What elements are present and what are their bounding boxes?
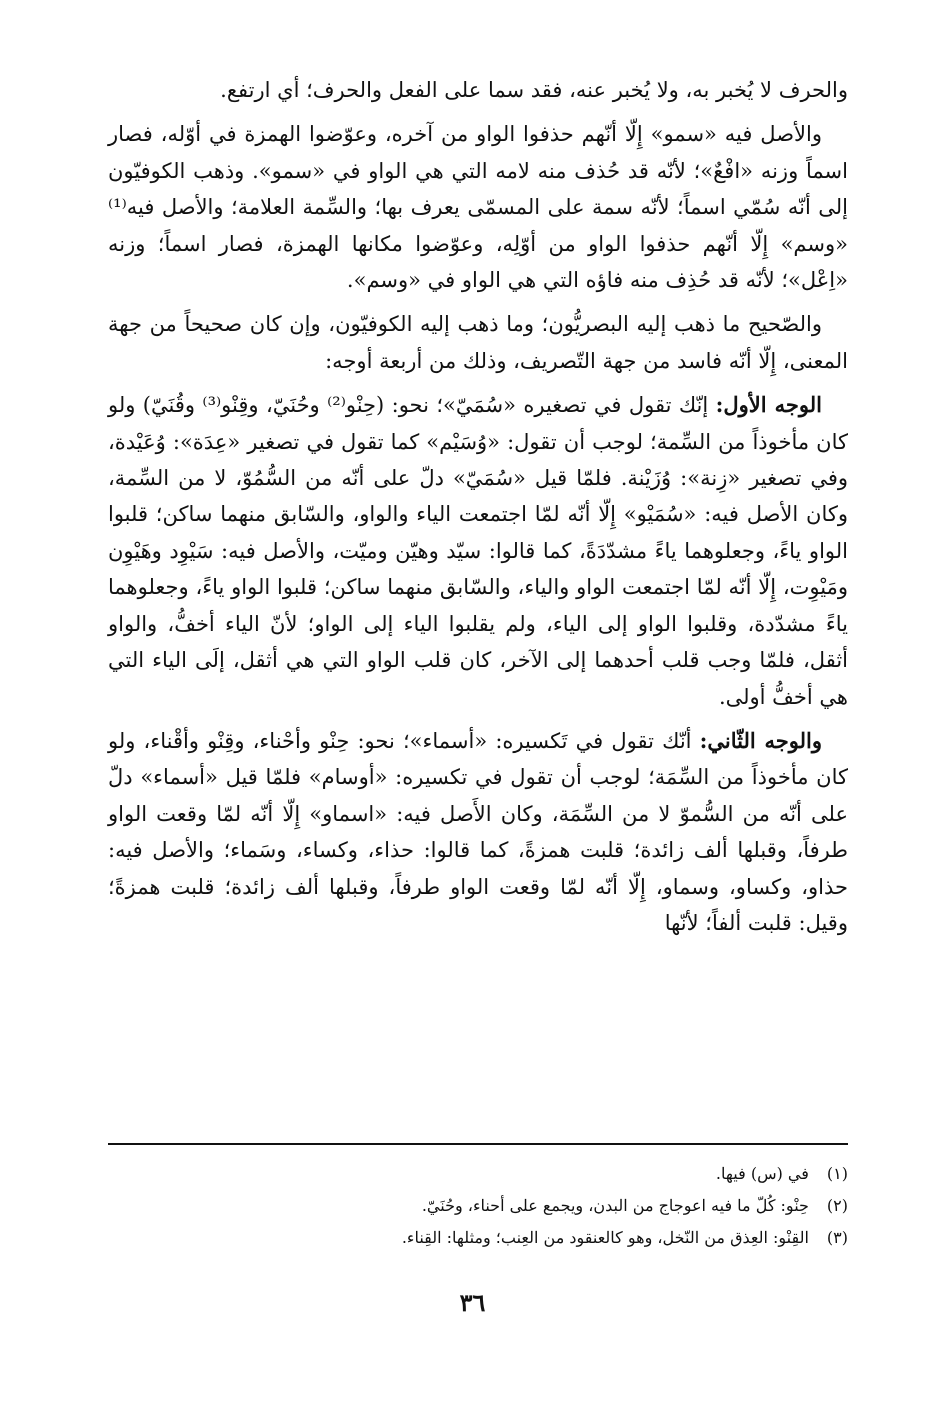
footnote-number: (٢) [826,1196,848,1215]
paragraph-5 [108,723,848,941]
footnote-text: القِنْو: العِذق من النّخل، وهو كالعنقود من العِنب؛ ومثلها: القِناء. [401,1228,809,1247]
paragraph-4 [108,387,848,715]
section-heading-first: الوجه الأول: [715,392,822,418]
paragraph-1: والحرف لا يُخبر به، ولا يُخبر عنه، فقد سما على الفعل والحرف؛ أي ارتفع. [220,78,848,102]
footnote-text: حِنْو: كُلّ ما فيه اعوجاج من البدن، ويجمع على أحناء، وحُنَيّ. [421,1196,809,1215]
page-number: ٣٦ [459,1288,486,1317]
footnote-3 [108,1222,848,1254]
paragraph-5-text: أنّك تقول في تَكسيره: «أسماء»؛ نحو: حِنْو وأحْناء، وقِنْو وأقْناء، ولو كان مأخوذاً من السِّمَة؛ لوجب أن تقول في تكسيره: «أوسام» فلمّا قيل «أسماء» دلّ على أنّه من السُّموّ لا من السِّمَة، وكان الأَصل فيه: «اسماو» إِلّا أنّه لمّا وقعت الواو طرفاً، وقبلها ألف زائدة؛ قلبت همزةً، كما قالوا: حذاء، وكساء، وسَماء؛ والأصل فيه: حذاو، وكساو، وسماو، إِلّا أنّه لمّا وقعت الواو طرفاً، وقبلها ألف زائدة؛ قلبت همزةً؛ وقيل: قلبت ألفاً؛ لأنّها [108,728,848,935]
footnote-1 [108,1158,848,1190]
main-text [108,72,848,949]
footnote-2 [108,1190,848,1222]
footnote-divider [108,1143,848,1145]
paragraph-3: والصّحيح ما ذهب إليه البصريُّون؛ وما ذهب إليه الكوفيّون، وإن كان صحيحاً من جهة المعنى، إِلّا أنّه فاسد من جهة التّصريف، وذلك من أربعة أوجه: [108,312,848,373]
footnote-text: في (س) فيها. [715,1164,809,1183]
section-heading-second: والوجه الثّاني: [699,727,823,753]
footnote-number: (٣) [826,1228,848,1247]
paragraph-2: والأصل فيه «سمو» إِلّا أنّهم حذفوا الواو من آخره، وعوّضوا الهمزة في أوّله، فصار اسماً وزنه «افْعٌ»؛ لأنّه قد حُذف منه لامه التي هي الواو في «سمو». وذهب الكوفيّون إلى أنّه سُمّي اسماً؛ لأنّه سمة على المسمّى يعرف بها؛ والسِّمة العلامة؛ والأصل فيه⁽¹⁾ «وسم» إِلّا أنّهم حذفوا الواو من أوّلِه، وعوّضوا مكانها الهمزة، فصار اسماً؛ وزنه «اِعْل»؛ لأنّه قد حُذِف منه فاؤه التي هي الواو في «وسم». [108,122,848,293]
paragraph-4-text: إنّك تقول في تصغيره «سُمَيّ»؛ نحو: (حِنْو⁽²⁾ وحُنَيّ، وقِنْو⁽³⁾ وقُنَيّ) ولو كان مأخوذاً من السِّمة؛ لوجب أن تقول: «وُسَيْم» كما تقول في تصغير «عِدَة»: وُعَيْدة، وفي تصغير «زِنة»: وُزَيْنة. فلمّا قيل «سُمَيّ» دلّ على أنّه من السُّمُوّ، لا من السِّمة، وكان الأصل فيه: «سُمَيْو» إِلّا أنّه لمّا اجتمعت الياء والواو، والسّابق منهما ساكن؛ قلبوا الواو ياءً، وجعلوهما ياءً مشدّدَةً، كما قالوا: سيّد وهيّن وميّت، والأصل فيه: سَيْوِد وهَيْوِن ومَيْوِت، إِلّا أنّه لمّا اجتمعت الواو والياء، والسّابق منهما ساكن؛ قلبوا الواو ياءً، وجعلوهما ياءً مشدّدة، وقلبوا الواو إلى الياء، ولم يقلبوا الياء إلى الواو؛ لأنّ الياء أخفُّ، والواو أثقل، فلمّا وجب قلب أحدهما إلى الآخر، كان قلب الواو التي هي أثقل، إلَى الياء التي هي أخفُّ أولى. [108,393,848,709]
footnotes [108,1158,848,1254]
footnote-number: (١) [826,1164,848,1183]
